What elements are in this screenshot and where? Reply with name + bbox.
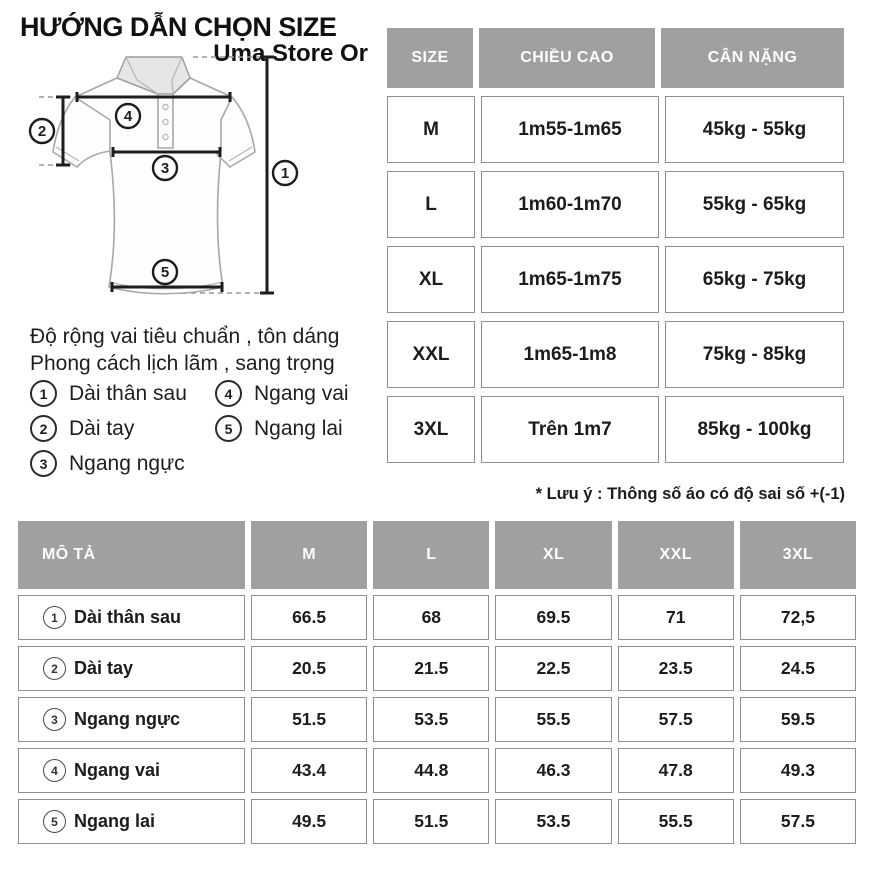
measure-label-cell <box>18 748 245 793</box>
measure-value-cell: 55.5 <box>495 697 611 742</box>
column-header-weight: CÂN NẶNG <box>661 28 844 88</box>
legend-item-sleeve-length <box>30 411 215 446</box>
measurement-legend <box>30 376 349 481</box>
column-header-size: SIZE <box>387 28 473 88</box>
legend-label: Ngang lai <box>254 416 343 440</box>
measure-label: Ngang vai <box>74 760 161 780</box>
column-header-xxl: XXL <box>618 521 734 589</box>
measure-number-badge: 4 <box>43 759 66 782</box>
description <box>30 323 339 377</box>
table-row-chest-width <box>18 697 856 742</box>
legend-number-badge: 4 <box>215 380 242 407</box>
legend-column-right <box>215 376 349 481</box>
weight-cell: 75kg - 85kg <box>665 321 844 388</box>
table-header-row <box>387 28 844 88</box>
legend-number-badge: 3 <box>30 450 57 477</box>
weight-cell: 65kg - 75kg <box>665 246 844 313</box>
table-row-sleeve-length <box>18 646 856 691</box>
legend-label: Ngang ngực <box>69 451 185 475</box>
table-row-shoulder-width <box>18 748 856 793</box>
svg-text:3: 3 <box>160 160 170 177</box>
column-header-description: MÔ TẢ <box>18 521 245 589</box>
measure-label: Dài tay <box>74 658 134 678</box>
legend-column-left <box>30 376 215 481</box>
store-name: Uma Store Or <box>213 40 368 67</box>
description-line-2: Phong cách lịch lãm , sang trọng <box>30 352 335 375</box>
size-cell: L <box>387 171 475 238</box>
legend-item-hem-width <box>215 411 349 446</box>
shirt-body <box>75 78 232 294</box>
height-cell: 1m60-1m70 <box>481 171 659 238</box>
measure-line-back-length <box>260 57 297 293</box>
measure-value-cell: 49.3 <box>740 748 856 793</box>
measure-value-cell: 57.5 <box>618 697 734 742</box>
column-header-m: M <box>251 521 367 589</box>
size-cell: 3XL <box>387 396 475 463</box>
column-header-xl: XL <box>495 521 611 589</box>
measure-number-badge: 5 <box>43 810 66 833</box>
measure-number-badge: 2 <box>43 657 66 680</box>
size-cell: XXL <box>387 321 475 388</box>
tolerance-note: * Lưu ý : Thông số áo có độ sai số +(-1) <box>535 485 845 503</box>
table-header-row <box>18 521 856 589</box>
measure-value-cell: 21.5 <box>373 646 489 691</box>
measure-value-cell: 24.5 <box>740 646 856 691</box>
legend-label: Dài thân sau <box>69 381 187 405</box>
legend-label: Ngang vai <box>254 381 349 405</box>
measure-value-cell: 51.5 <box>373 799 489 844</box>
legend-number-badge: 5 <box>215 415 242 442</box>
table-row-l <box>387 171 844 238</box>
measure-value-cell: 20.5 <box>251 646 367 691</box>
measure-number-badge: 3 <box>43 708 66 731</box>
measure-value-cell: 22.5 <box>495 646 611 691</box>
table-row-3xl <box>387 396 844 463</box>
measure-label-cell <box>18 799 245 844</box>
column-header-height: CHIỀU CAO <box>479 28 655 88</box>
measure-label-cell <box>18 646 245 691</box>
measure-label-cell <box>18 595 245 640</box>
weight-cell: 45kg - 55kg <box>665 96 844 163</box>
measure-value-cell: 44.8 <box>373 748 489 793</box>
table-row-xxl <box>387 321 844 388</box>
weight-cell: 55kg - 65kg <box>665 171 844 238</box>
measure-value-cell: 53.5 <box>495 799 611 844</box>
legend-number-badge: 2 <box>30 415 57 442</box>
measurements-table <box>18 521 856 844</box>
measure-value-cell: 23.5 <box>618 646 734 691</box>
height-cell: Trên 1m7 <box>481 396 659 463</box>
measure-label: Dài thân sau <box>74 607 182 627</box>
measure-label: Ngang ngực <box>74 709 181 729</box>
height-cell: 1m65-1m75 <box>481 246 659 313</box>
measure-value-cell: 49.5 <box>251 799 367 844</box>
legend-item-shoulder-width <box>215 376 349 411</box>
table-row-m <box>387 96 844 163</box>
svg-text:5: 5 <box>160 264 170 281</box>
column-header-l: L <box>373 521 489 589</box>
description-line-1: Độ rộng vai tiêu chuẩn , tôn dáng <box>30 325 340 348</box>
svg-text:1: 1 <box>280 165 290 182</box>
measure-label: Ngang lai <box>74 811 156 831</box>
legend-number-badge: 1 <box>30 380 57 407</box>
height-cell: 1m65-1m8 <box>481 321 659 388</box>
measure-value-cell: 43.4 <box>251 748 367 793</box>
measure-value-cell: 53.5 <box>373 697 489 742</box>
svg-text:2: 2 <box>37 123 47 140</box>
measure-value-cell: 47.8 <box>618 748 734 793</box>
size-cell: M <box>387 96 475 163</box>
measure-value-cell: 71 <box>618 595 734 640</box>
legend-item-chest-width <box>30 446 215 481</box>
measure-value-cell: 57.5 <box>740 799 856 844</box>
page-title: HƯỚNG DẪN CHỌN SIZE <box>20 12 337 42</box>
column-header-3xl: 3XL <box>740 521 856 589</box>
measure-value-cell: 69.5 <box>495 595 611 640</box>
measure-value-cell: 72,5 <box>740 595 856 640</box>
measure-value-cell: 46.3 <box>495 748 611 793</box>
size-cell: XL <box>387 246 475 313</box>
table-row-xl <box>387 246 844 313</box>
legend-item-back-length <box>30 376 215 411</box>
svg-text:4: 4 <box>123 108 133 125</box>
size-height-weight-table <box>387 28 844 463</box>
table-row-hem-width <box>18 799 856 844</box>
table-row-back-length <box>18 595 856 640</box>
height-cell: 1m55-1m65 <box>481 96 659 163</box>
polo-shirt-diagram <box>15 50 315 310</box>
legend-label: Dài tay <box>69 416 135 440</box>
measure-value-cell: 68 <box>373 595 489 640</box>
measure-line-sleeve-length <box>30 97 70 165</box>
weight-cell: 85kg - 100kg <box>665 396 844 463</box>
measure-value-cell: 51.5 <box>251 697 367 742</box>
measure-label-cell <box>18 697 245 742</box>
measure-value-cell: 55.5 <box>618 799 734 844</box>
measure-number-badge: 1 <box>43 606 66 629</box>
measure-value-cell: 66.5 <box>251 595 367 640</box>
measure-value-cell: 59.5 <box>740 697 856 742</box>
